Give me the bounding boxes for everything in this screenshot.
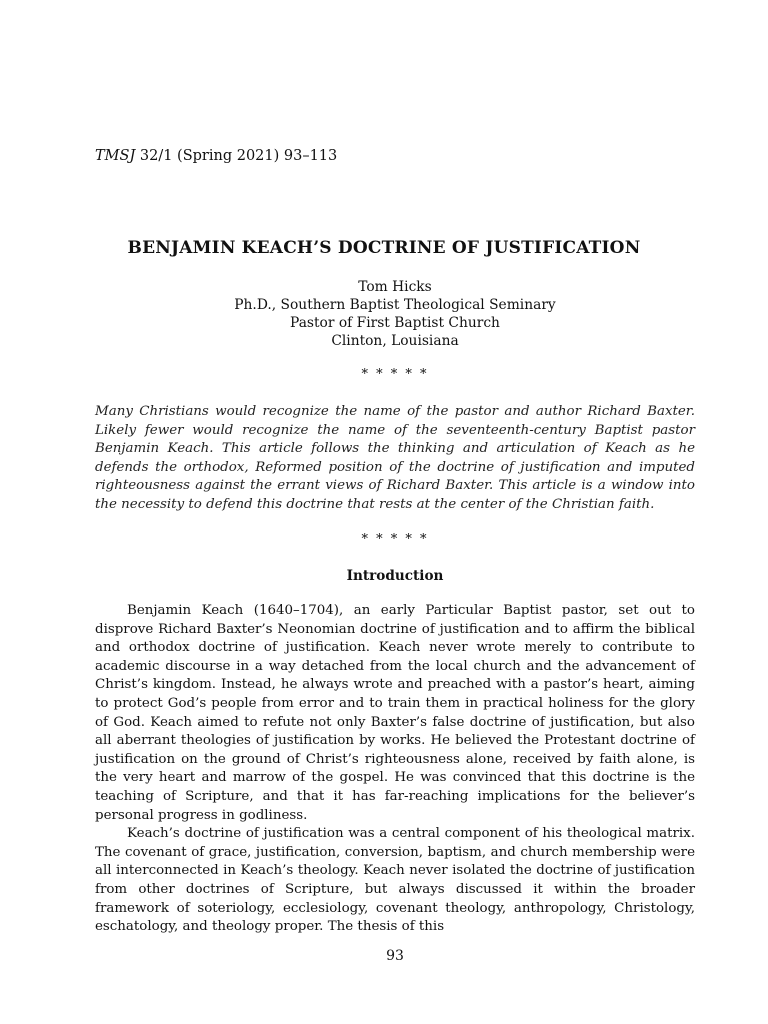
author-position: Pastor of First Baptist Church bbox=[290, 315, 500, 331]
author-block bbox=[0, 278, 768, 350]
article-title: BENJAMIN KEACH’S DOCTRINE OF JUSTIFICATION bbox=[127, 238, 641, 258]
section-heading: Introduction bbox=[346, 568, 444, 584]
page-number: 93 bbox=[386, 948, 404, 964]
abstract: Many Christians would recognize the name of the pastor and author Richard Baxter. Likely fewer would recognize the name of the seventeenth-century Baptist pastor Benjamin Keach. This article follows the thinking and articulation of Keach as he defends the orthodox, Reformed position of the doctrine of justification and imputed righteousness against the errant views of Richard Baxter. This article is a window into the necessity to defend this doctrine that rests at the center of the Christian faith. bbox=[95, 404, 695, 512]
author-name: Tom Hicks bbox=[358, 279, 432, 295]
separator-top: * * * * * bbox=[361, 367, 429, 382]
paragraph: Keach’s doctrine of justification was a central component of his theological matrix. The covenant of grace, justification, conversion, baptism, and church membership were all interconnected in Keach’s theology. Keach never isolated the doctrine of justification from other doctrines of Scripture, but always discussed it within the broader framework of soteriology, ecclesiology, covenant theology, anthropology, Christology, eschatology, and theology proper. The thesis of this bbox=[95, 826, 695, 935]
journal-citation bbox=[95, 148, 337, 164]
author-location: Clinton, Louisiana bbox=[331, 333, 459, 349]
paragraph: Benjamin Keach (1640–1704), an early Particular Baptist pastor, set out to disprove Richard Baxter’s Neonomian doctrine of justification and to affirm the biblical and orthodox doctrine of justification. Keach never wrote merely to contribute to academic discourse in a way detached from the local church and the advancement of Christ’s kingdom. Instead, he always wrote and preached with a pastor’s heart, aiming to protect God’s people from error and to train them in practical holiness for the glory of God. Keach aimed to refute not only Baxter’s false doctrine of justification, but also all aberrant theologies of justification by works. He believed the Protestant doctrine of justification on the ground of Christ’s righteousness alone, received by faith alone, is the very heart and marrow of the gospel. He was convinced that this doctrine is the teaching of Scripture, and that it has far-reaching implications for the believer’s personal progress in godliness. bbox=[95, 603, 695, 823]
separator-bottom: * * * * * bbox=[361, 532, 429, 547]
volume-issue-pages: 32/1 (Spring 2021) 93–113 bbox=[135, 148, 338, 164]
body-text bbox=[95, 602, 695, 937]
journal-abbreviation: TMSJ bbox=[95, 148, 136, 164]
author-degree: Ph.D., Southern Baptist Theological Seminary bbox=[234, 297, 556, 313]
